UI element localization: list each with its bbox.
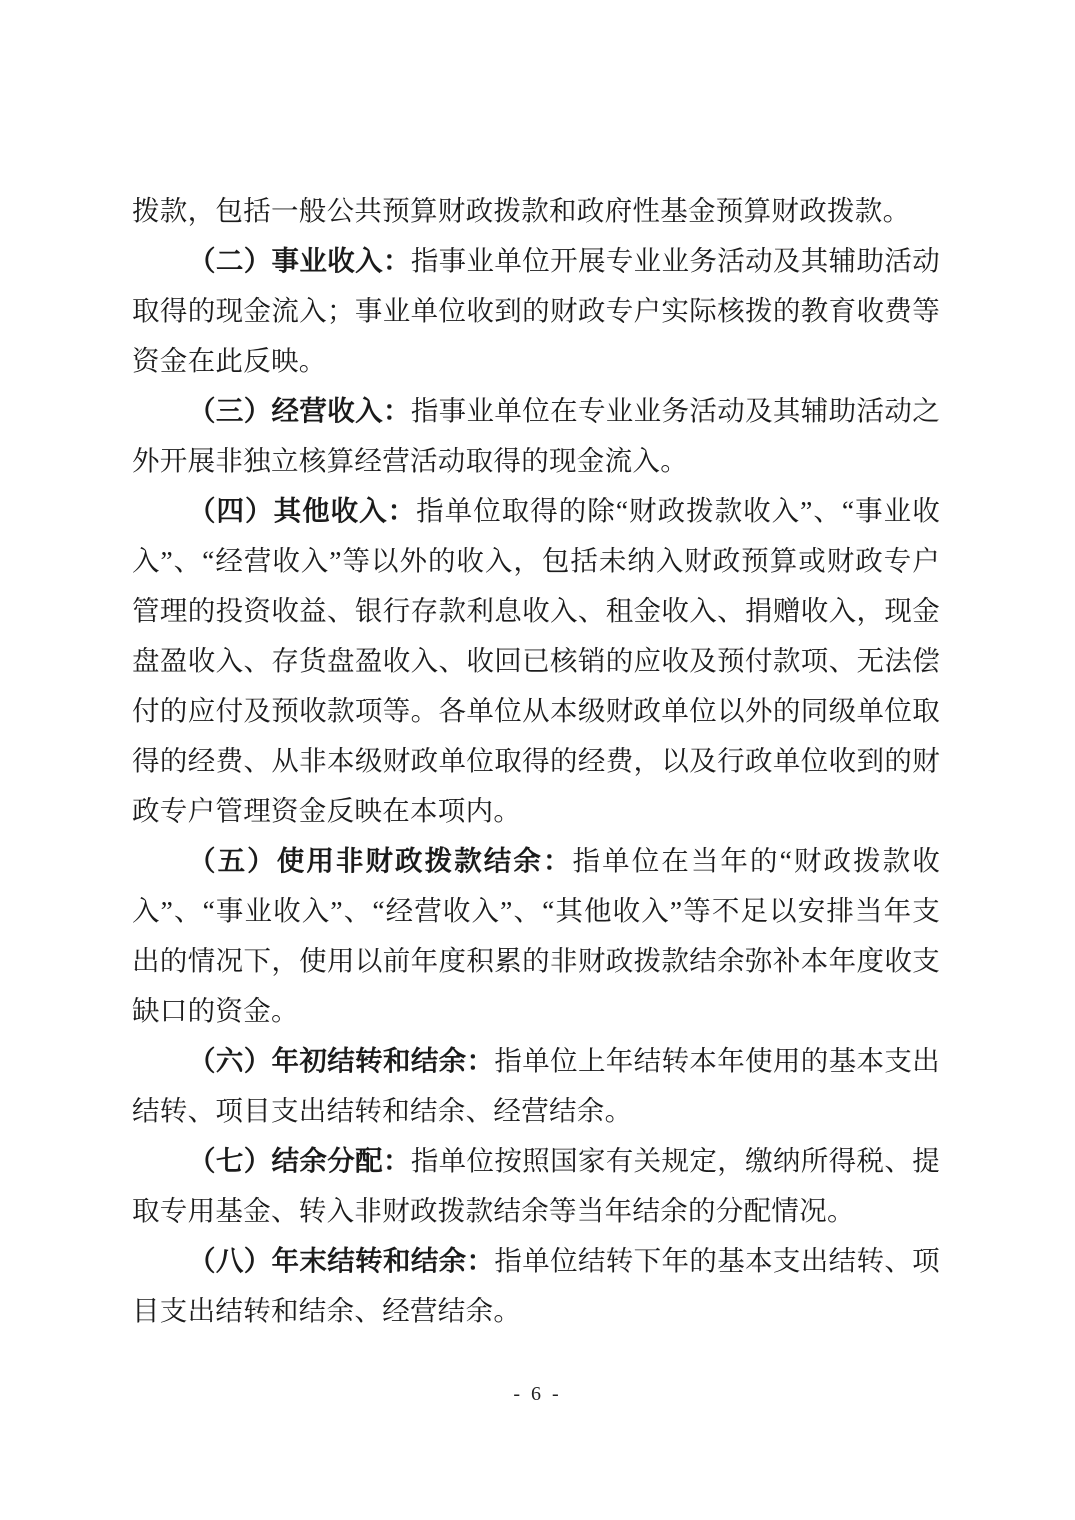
paragraph-heading: （五）使用非财政拨款结余： — [188, 845, 573, 876]
paragraph-heading: （七）结余分配： — [188, 1145, 411, 1176]
paragraph-text: 指单位取得的除“财政拨款收入”、“事业收入”、“经营收入”等以外的收入，包括未纳入财政预算或财政专户管理的投资收益、银行存款利息收入、租金收入、捐赠收入，现金盘盈收入、存货盘盈收入、收回已核销的应收及预付款项、无法偿付的应付及预收款项等。各单位从本级财政单位以外的同级单位取得的经费、从非本级财政单位取得的经费，以及行政单位收到的财政专户管理资金反映在本项内。 — [132, 495, 940, 826]
paragraph-continuation-fiscal-allocation — [132, 186, 940, 236]
paragraph-item-6-beginning-carryover-surplus — [132, 1036, 940, 1136]
paragraph-text: 指单位按照国家有关规定，缴纳所得税、提取专用基金、转入非财政拨款结余等当年结余的分配情况。 — [132, 1145, 940, 1226]
paragraph-item-2-business-income — [132, 236, 940, 386]
page-number: - 6 - — [513, 1383, 562, 1405]
paragraph-text: 拨款，包括一般公共预算财政拨款和政府性基金预算财政拨款。 — [132, 195, 911, 226]
paragraph-item-7-surplus-distribution — [132, 1136, 940, 1236]
paragraph-item-8-yearend-carryover-surplus — [132, 1236, 940, 1336]
paragraph-text: 指事业单位开展专业业务活动及其辅助活动取得的现金流入；事业单位收到的财政专户实际核拨的教育收费等资金在此反映。 — [132, 245, 940, 376]
paragraph-text: 指单位结转下年的基本支出结转、项目支出结转和结余、经营结余。 — [132, 1245, 940, 1326]
document-body — [132, 186, 940, 1336]
paragraph-text: 指单位在当年的“财政拨款收入”、“事业收入”、“经营收入”、“其他收入”等不足以安排当年支出的情况下，使用以前年度积累的非财政拨款结余弥补本年度收支缺口的资金。 — [132, 845, 940, 1026]
paragraph-item-5-use-of-non-fiscal-surplus — [132, 836, 940, 1036]
paragraph-item-4-other-income — [132, 486, 940, 836]
paragraph-heading: （四）其他收入： — [188, 495, 417, 526]
paragraph-heading: （八）年末结转和结余： — [188, 1245, 495, 1276]
paragraph-heading: （三）经营收入： — [188, 395, 411, 426]
paragraph-text: 指事业单位在专业业务活动及其辅助活动之外开展非独立核算经营活动取得的现金流入。 — [132, 395, 940, 476]
paragraph-item-3-operating-income — [132, 386, 940, 486]
paragraph-heading: （六）年初结转和结余： — [188, 1045, 495, 1076]
paragraph-text: 指单位上年结转本年使用的基本支出结转、项目支出结转和结余、经营结余。 — [132, 1045, 940, 1126]
paragraph-heading: （二）事业收入： — [188, 245, 411, 276]
